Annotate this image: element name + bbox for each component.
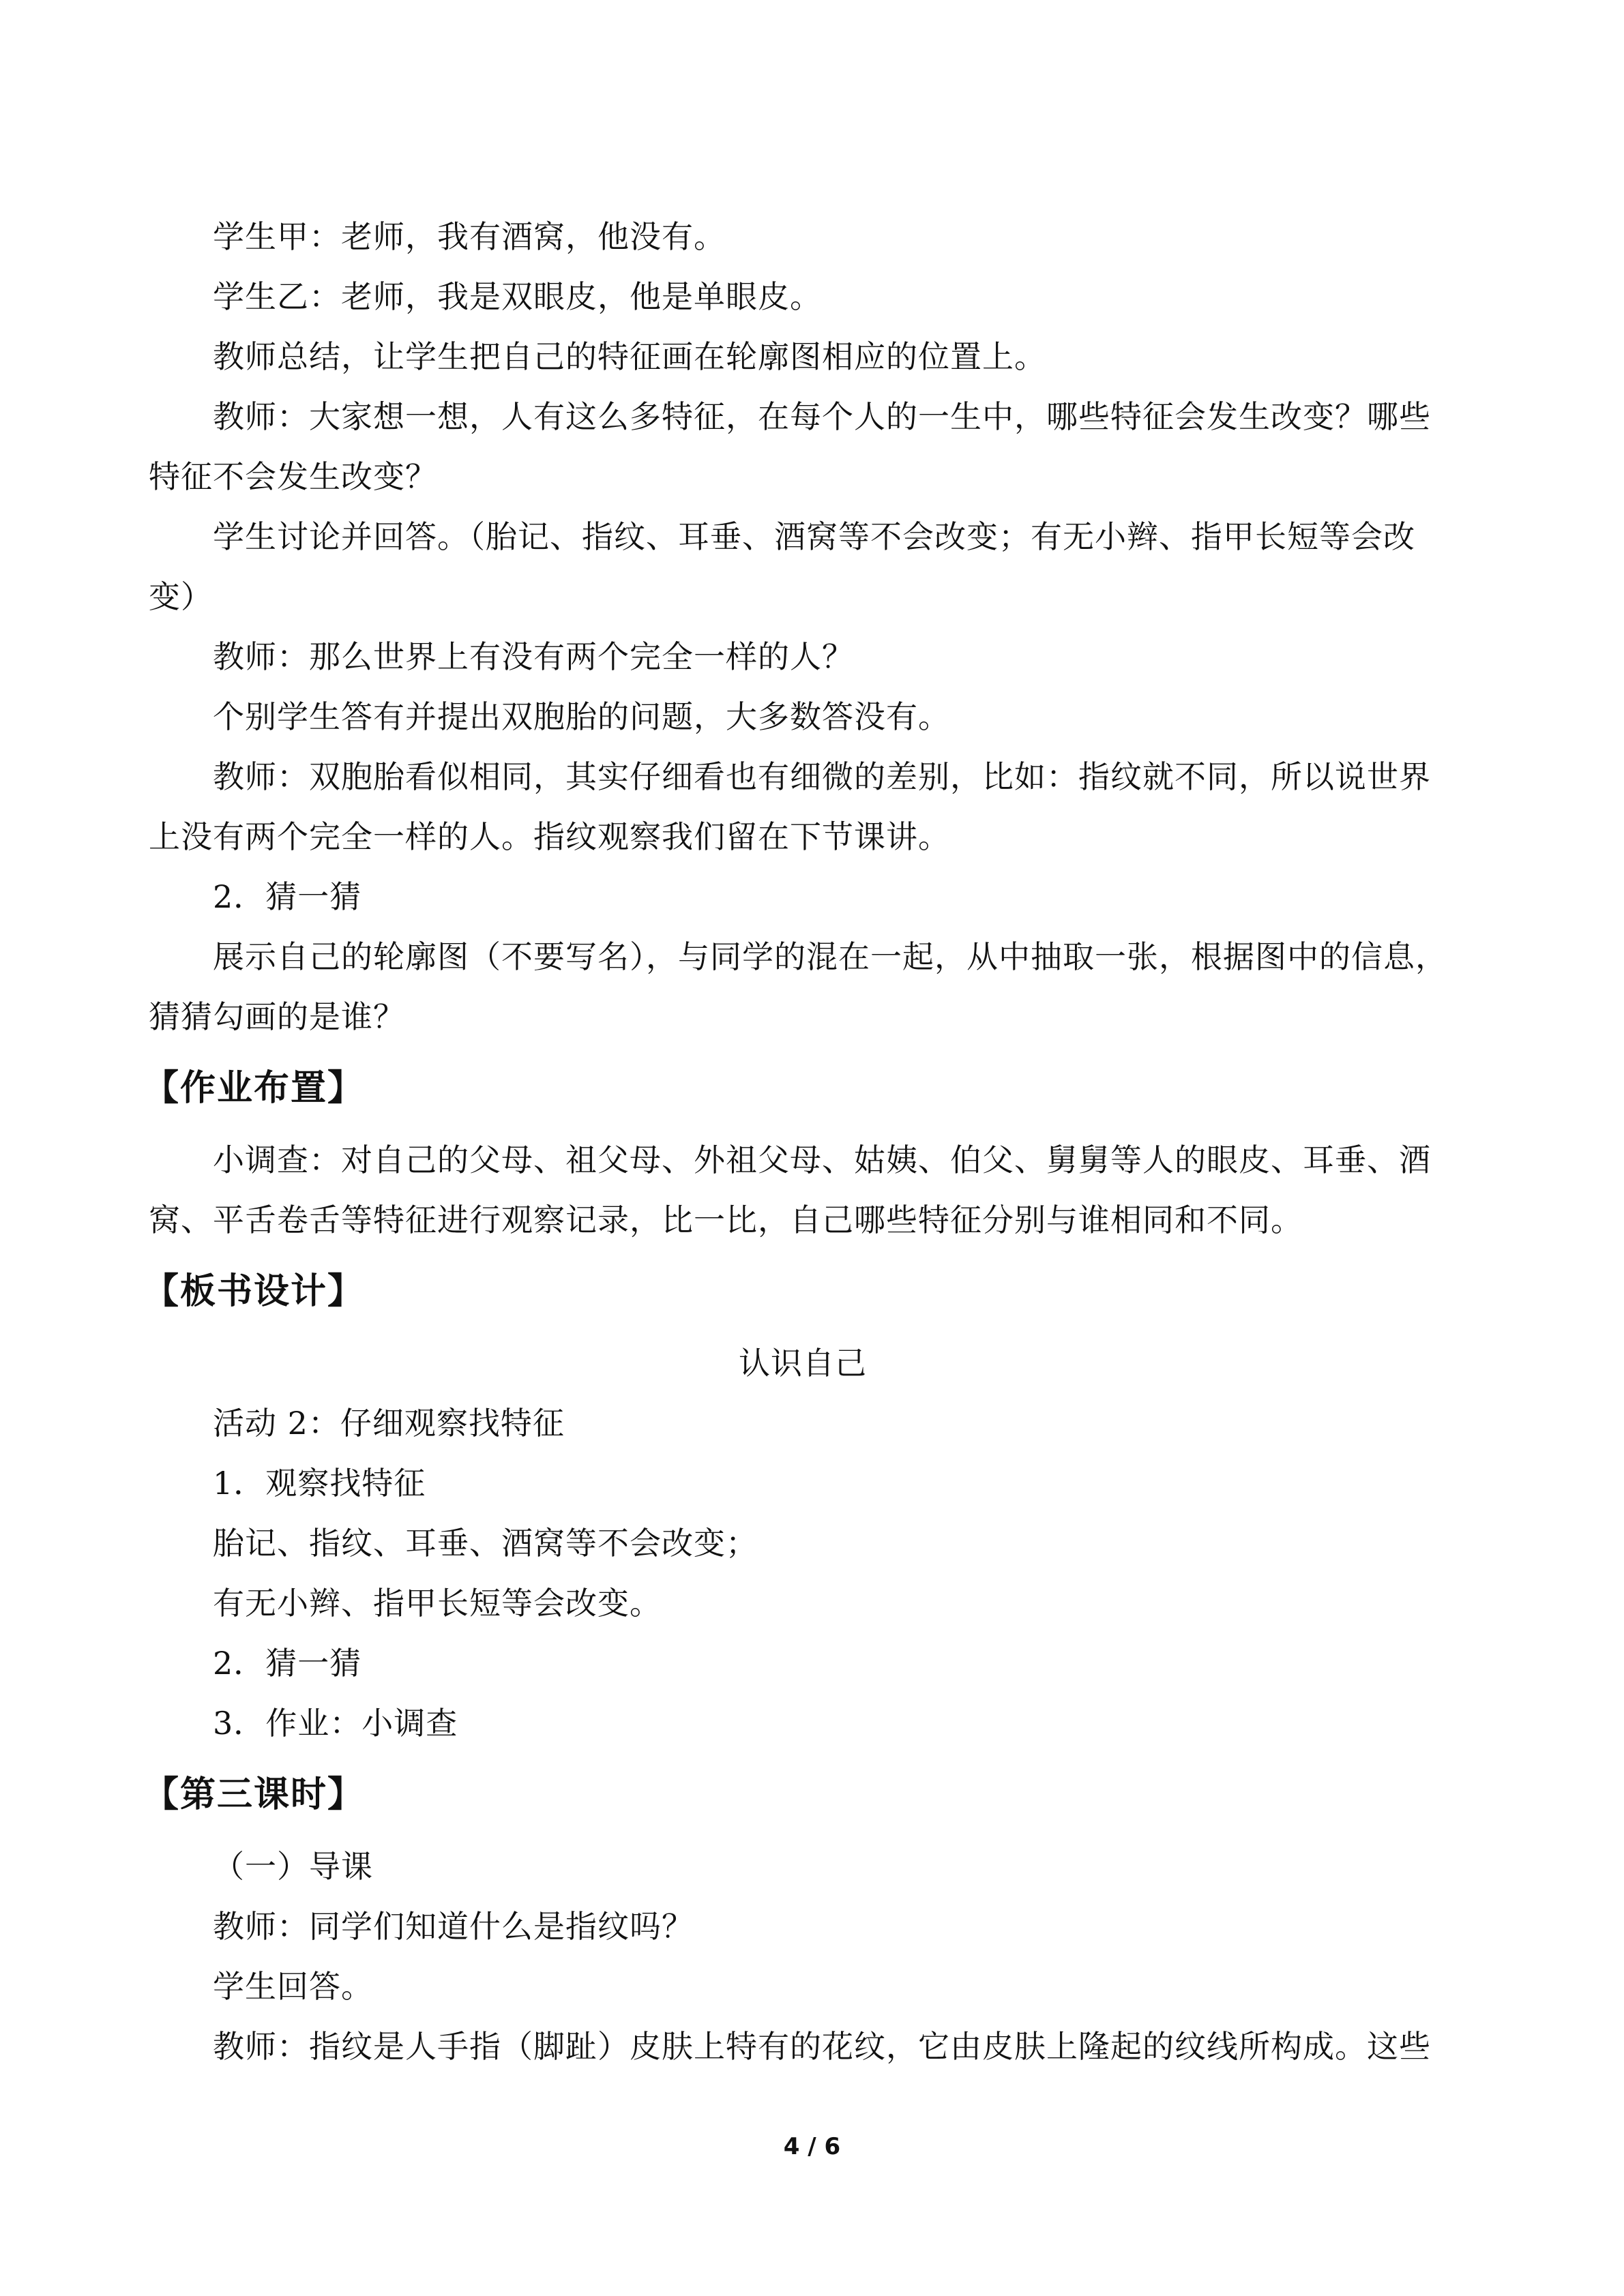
board-line: 2．猜一猜	[213, 1645, 362, 1682]
lesson-line: 教师：同学们知道什么是指纹吗？	[213, 1908, 694, 1945]
section-heading-homework: 【作业布置】	[143, 1068, 365, 1109]
paragraph: 学生讨论并回答。（胎记、指纹、耳垂、酒窝等不会改变；有无小辫、指甲长短等会改变）	[149, 518, 1415, 615]
document-body	[143, 207, 1457, 2076]
page-number: 4 / 6	[783, 2133, 841, 2160]
paragraph: 教师：大家想一想，人有这么多特征，在每个人的一生中，哪些特征会发生改变？哪些特征不会发生改变？	[149, 398, 1431, 495]
section-heading-third-lesson: 【第三课时】	[143, 1774, 365, 1815]
lesson-line: （一）导课	[213, 1848, 373, 1885]
paragraph: 教师总结，让学生把自己的特征画在轮廓图相应的位置上。	[213, 338, 1046, 375]
lesson-line: 学生回答。	[213, 1968, 373, 2005]
paragraph: 学生甲：老师，我有酒窝，他没有。	[213, 218, 726, 255]
lesson-line: 教师：指纹是人手指（脚趾）皮肤上特有的花纹，它由皮肤上隆起的纹线所构成。这些	[213, 2028, 1431, 2065]
board-line: 3．作业：小调查	[213, 1705, 458, 1742]
board-line: 活动 2：仔细观察找特征	[213, 1405, 565, 1442]
paragraph: 展示自己的轮廓图（不要写名），与同学的混在一起，从中抽取一张，根据图中的信息，猜猜勾画的是谁？	[149, 938, 1447, 1035]
paragraph: 2．猜一猜	[213, 878, 362, 915]
paragraph: 个别学生答有并提出双胞胎的问题，大多数答没有。	[213, 698, 950, 735]
paragraph: 教师：那么世界上有没有两个完全一样的人？	[213, 638, 854, 675]
board-line: 胎记、指纹、耳垂、酒窝等不会改变；	[213, 1525, 758, 1562]
paragraph: 学生乙：老师，我是双眼皮，他是单眼皮。	[213, 278, 822, 315]
paragraph: 教师：双胞胎看似相同，其实仔细看也有细微的差别，比如：指纹就不同，所以说世界上没有两个完全一样的人。指纹观察我们留在下节课讲。	[149, 758, 1431, 855]
board-line: 1．观察找特征	[213, 1465, 426, 1502]
homework-paragraph: 小调查：对自己的父母、祖父母、外祖父母、姑姨、伯父、舅舅等人的眼皮、耳垂、酒窝、平舌卷舌等特征进行观察记录，比一比，自己哪些特征分别与谁相同和不同。	[149, 1142, 1431, 1238]
section-heading-board-design: 【板书设计】	[143, 1271, 365, 1312]
board-line: 有无小辫、指甲长短等会改变。	[213, 1585, 662, 1622]
board-title: 认识自己	[739, 1345, 867, 1382]
